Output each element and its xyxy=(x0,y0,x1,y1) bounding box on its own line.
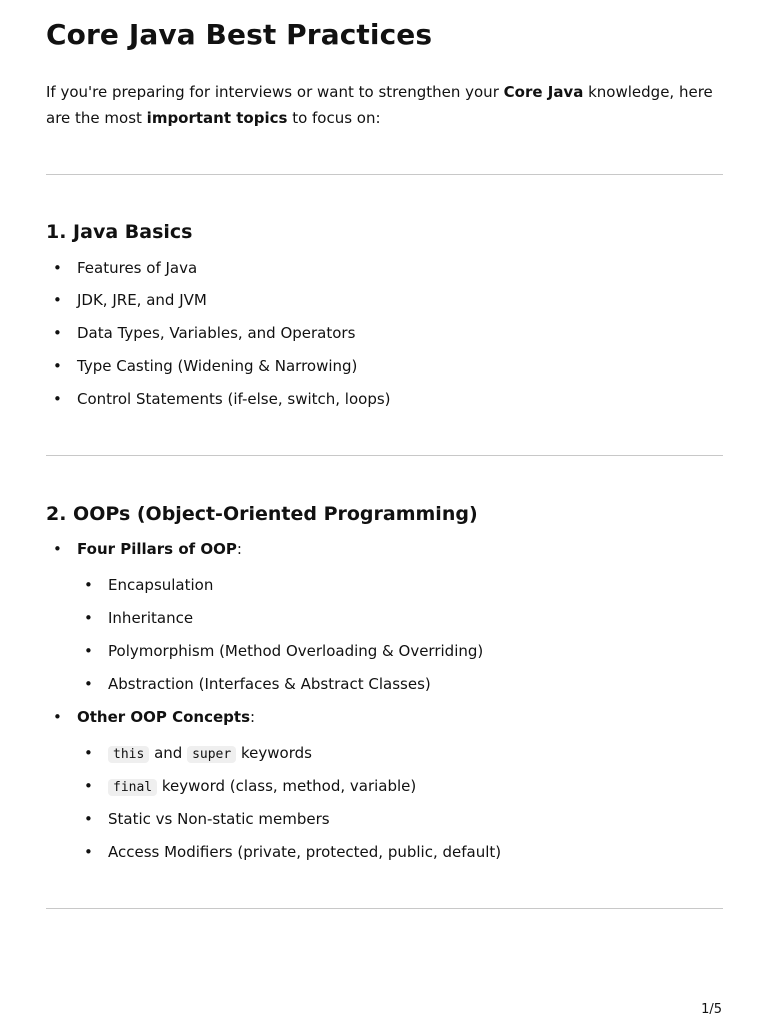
list-item-text: and xyxy=(149,744,188,762)
list-item-text: Control Statements (if-else, switch, loops) xyxy=(77,390,391,408)
sub-list-item xyxy=(84,641,484,661)
divider xyxy=(46,908,723,909)
list-item-text: keywords xyxy=(236,744,312,762)
group-label: Four Pillars of OOP xyxy=(77,540,237,558)
group-label-suffix: : xyxy=(236,540,242,558)
bullet: • xyxy=(53,324,62,342)
section-heading-oops: 2. OOPs (Object-Oriented Programming) xyxy=(46,503,478,525)
intro-paragraph xyxy=(46,79,723,131)
bullet: • xyxy=(53,259,62,277)
bullet: • xyxy=(84,744,93,762)
list-item-text: Encapsulation xyxy=(108,576,214,594)
list-item xyxy=(53,356,358,376)
bullet: • xyxy=(53,540,62,558)
sub-list-item xyxy=(84,674,431,694)
list-item-other-oop xyxy=(53,707,256,727)
code-final: final xyxy=(108,779,157,796)
sub-list-item xyxy=(84,743,312,765)
code-super: super xyxy=(187,746,236,763)
list-item-text: Inheritance xyxy=(108,609,194,627)
intro-bold-important-topics: important topics xyxy=(146,109,288,127)
list-item-text: Features of Java xyxy=(77,259,198,277)
list-item-text: keyword (class, method, variable) xyxy=(157,777,417,795)
bullet: • xyxy=(84,642,93,660)
divider xyxy=(46,174,723,175)
document-title: Core Java Best Practices xyxy=(46,18,433,51)
bullet: • xyxy=(84,675,93,693)
code-this: this xyxy=(108,746,149,763)
list-item-text: Polymorphism (Method Overloading & Overriding) xyxy=(108,642,484,660)
bullet: • xyxy=(84,609,93,627)
sub-list-item xyxy=(84,776,417,798)
section-heading-java-basics: 1. Java Basics xyxy=(46,221,193,243)
intro-text: If you're preparing for interviews or want to strengthen your xyxy=(46,83,504,101)
bullet: • xyxy=(53,291,62,309)
bullet: • xyxy=(53,357,62,375)
bullet: • xyxy=(53,390,62,408)
bullet: • xyxy=(84,576,93,594)
sub-list-item xyxy=(84,809,330,829)
list-item-text: Access Modifiers (private, protected, public, default) xyxy=(108,843,502,861)
bullet: • xyxy=(84,843,93,861)
bullet: • xyxy=(53,708,62,726)
list-item xyxy=(53,258,198,278)
intro-text: to focus on: xyxy=(287,109,381,127)
sub-list-item xyxy=(84,608,194,628)
list-item-text: Static vs Non-static members xyxy=(108,810,330,828)
list-item-text: Abstraction (Interfaces & Abstract Classes) xyxy=(108,675,431,693)
list-item xyxy=(53,323,356,343)
group-label-suffix: : xyxy=(250,708,256,726)
sub-list-item xyxy=(84,575,214,595)
bullet: • xyxy=(84,777,93,795)
intro-text: knowledge, here are the most xyxy=(46,83,713,127)
list-item xyxy=(53,290,207,310)
list-item-four-pillars xyxy=(53,539,242,559)
intro-bold-core-java: Core Java xyxy=(503,83,584,101)
group-label: Other OOP Concepts xyxy=(77,708,251,726)
sub-list-item xyxy=(84,842,502,862)
list-item-text: JDK, JRE, and JVM xyxy=(77,291,207,309)
list-item-text: Data Types, Variables, and Operators xyxy=(77,324,356,342)
list-item-text: Type Casting (Widening & Narrowing) xyxy=(77,357,358,375)
page-number: 1/5 xyxy=(701,1002,722,1017)
bullet: • xyxy=(84,810,93,828)
list-item xyxy=(53,389,391,409)
divider xyxy=(46,455,723,456)
